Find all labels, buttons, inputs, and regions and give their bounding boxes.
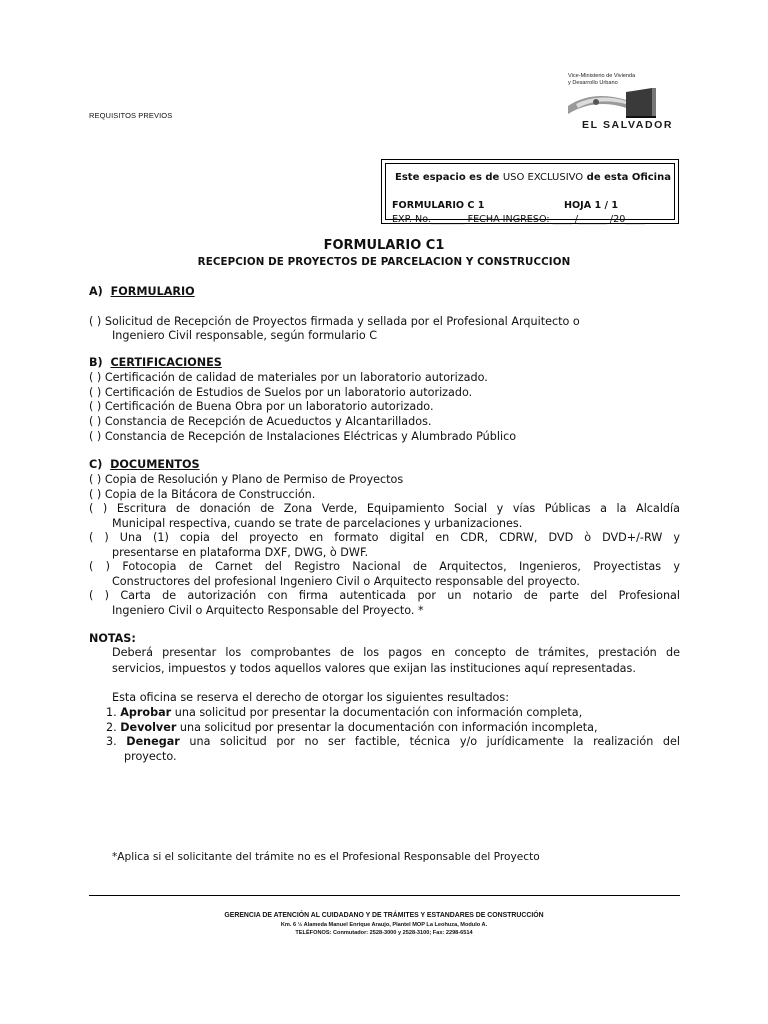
section-c-line: ( ) Fotocopia de Carnet del Registro Nacional de Arquitectos, Ingenieros, Proyectistas y [89, 560, 680, 573]
section-b-item: ( ) Constancia de Recepción de Acueductos y Alcantarillados. [89, 415, 432, 428]
section-c-line-cont: Ingeniero Civil o Arquitecto Responsable del Proyecto. * [112, 604, 424, 617]
section-b-item: ( ) Constancia de Recepción de Instalaciones Eléctricas y Alumbrado Público [89, 430, 517, 443]
page-subtitle: RECEPCION DE PROYECTOS DE PARCELACION Y CONSTRUCCION [197, 256, 571, 268]
result-item [106, 735, 680, 750]
logo-line-2: y Desarrollo Urbano [568, 80, 618, 86]
ministry-logo [566, 70, 686, 134]
section-a-title: FORMULARIO [110, 285, 195, 298]
section-c-line-cont: Constructores del profesional Ingeniero Civil o Arquitecto responsable del proyecto. [112, 575, 580, 588]
flag-emblem-icon [566, 88, 686, 120]
result-number: 3. [106, 735, 117, 748]
result-item [106, 706, 582, 721]
section-c-line-cont: Municipal respectiva, cuando se trate de parcelaciones y urbanizaciones. [112, 517, 523, 530]
notas-paragraph-cont: servicios, impuestos y todos aquellos valores que exijan las instituciones aquí representadas. [112, 662, 636, 675]
section-a-item-cont: Ingeniero Civil responsable, según formulario C [112, 329, 378, 342]
logo-line-1: Vice-Ministerio de Vivienda [568, 73, 636, 79]
footer-divider [89, 895, 680, 896]
section-c-line: ( ) Una (1) copia del proyecto en formato digital en CDR, CDRW, DVD ò DVD+/-RW y [89, 531, 680, 544]
hoja-count: HOJA 1 / 1 [564, 200, 619, 211]
section-c-title: DOCUMENTOS [110, 458, 200, 471]
office-use-title [395, 172, 671, 183]
office-use-pre: Este espacio es de [395, 172, 503, 183]
footer-phones: TELÉFONOS: Conmutador: 2528-3000 y 2528-3100; Fax: 2298-6514 [295, 930, 473, 936]
footer-office-name: GERENCIA DE ATENCIÓN AL CUIDADANO Y DE TRÁMITES Y ESTANDARES DE CONSTRUCCIÓN [224, 912, 544, 919]
formulario-code: FORMULARIO C 1 [392, 200, 485, 211]
result-keyword: Devolver [120, 721, 177, 734]
section-b-letter: B) [89, 356, 103, 369]
result-item [106, 721, 598, 736]
section-b-heading [89, 356, 222, 369]
section-b-item: ( ) Certificación de Estudios de Suelos por un laboratorio autorizado. [89, 386, 473, 399]
result-item-cont: proyecto. [124, 750, 177, 763]
result-number: 2. [106, 721, 117, 734]
page-title: FORMULARIO C1 [323, 238, 445, 253]
section-c-line: ( ) Carta de autorización con firma autenticada por un notario de parte del Profesional [89, 589, 680, 602]
section-b-title: CERTIFICACIONES [110, 356, 222, 369]
section-c-letter: C) [89, 458, 103, 471]
section-a-letter: A) [89, 285, 103, 298]
logo-country: EL SALVADOR [582, 119, 674, 131]
section-b-item: ( ) Certificación de Buena Obra por un laboratorio autorizado. [89, 400, 434, 413]
result-text: una solicitud por no ser factible, técnica y/o jurídicamente la realización del [179, 735, 681, 748]
section-a-heading [89, 285, 195, 298]
footer-address: Km. 6 ½ Alameda Manuel Enrique Araujo, Plantel MOP La Leohuza, Modulo A. [280, 922, 488, 928]
section-c-line: ( ) Escritura de donación de Zona Verde, Equipamiento Social y vías Públicas a la Alcaldía [89, 502, 680, 515]
office-use-box [381, 159, 679, 224]
exp-fecha-line: EXP. No._______ FECHA INGRESO: ____ /______ /20____ [392, 214, 645, 225]
section-c-line-cont: presentarse en plataforma DXF, DWG, ò DWF. [112, 546, 369, 559]
notas-heading: NOTAS: [89, 632, 136, 645]
result-text: una solicitud por presentar la documentación con información incompleta, [176, 721, 598, 734]
section-a-item: ( ) Solicitud de Recepción de Proyectos firmada y sellada por el Profesional Arquitecto o [89, 315, 580, 328]
result-text: una solicitud por presentar la documentación con información completa, [171, 706, 583, 719]
notas-paragraph: Deberá presentar los comprobantes de los pagos en concepto de trámites, prestación de [112, 646, 680, 659]
section-c-heading [89, 458, 200, 471]
section-c-line: ( ) Copia de la Bitácora de Construcción. [89, 488, 316, 501]
office-use-box-inner [385, 163, 675, 225]
header-label: REQUISITOS PREVIOS [89, 111, 173, 120]
result-keyword: Denegar [126, 735, 180, 748]
section-c-line: ( ) Copia de Resolución y Plano de Permiso de Proyectos [89, 473, 404, 486]
result-keyword: Aprobar [120, 706, 172, 719]
office-use-mid: USO EXCLUSIVO [502, 172, 584, 183]
office-use-post: de esta Oficina [583, 172, 671, 183]
footnote: *Aplica si el solicitante del trámite no es el Profesional Responsable del Proyecto [112, 851, 540, 863]
result-number: 1. [106, 706, 117, 719]
notas-intro: Esta oficina se reserva el derecho de otorgar los siguientes resultados: [112, 691, 509, 704]
section-b-item: ( ) Certificación de calidad de materiales por un laboratorio autorizado. [89, 371, 488, 384]
